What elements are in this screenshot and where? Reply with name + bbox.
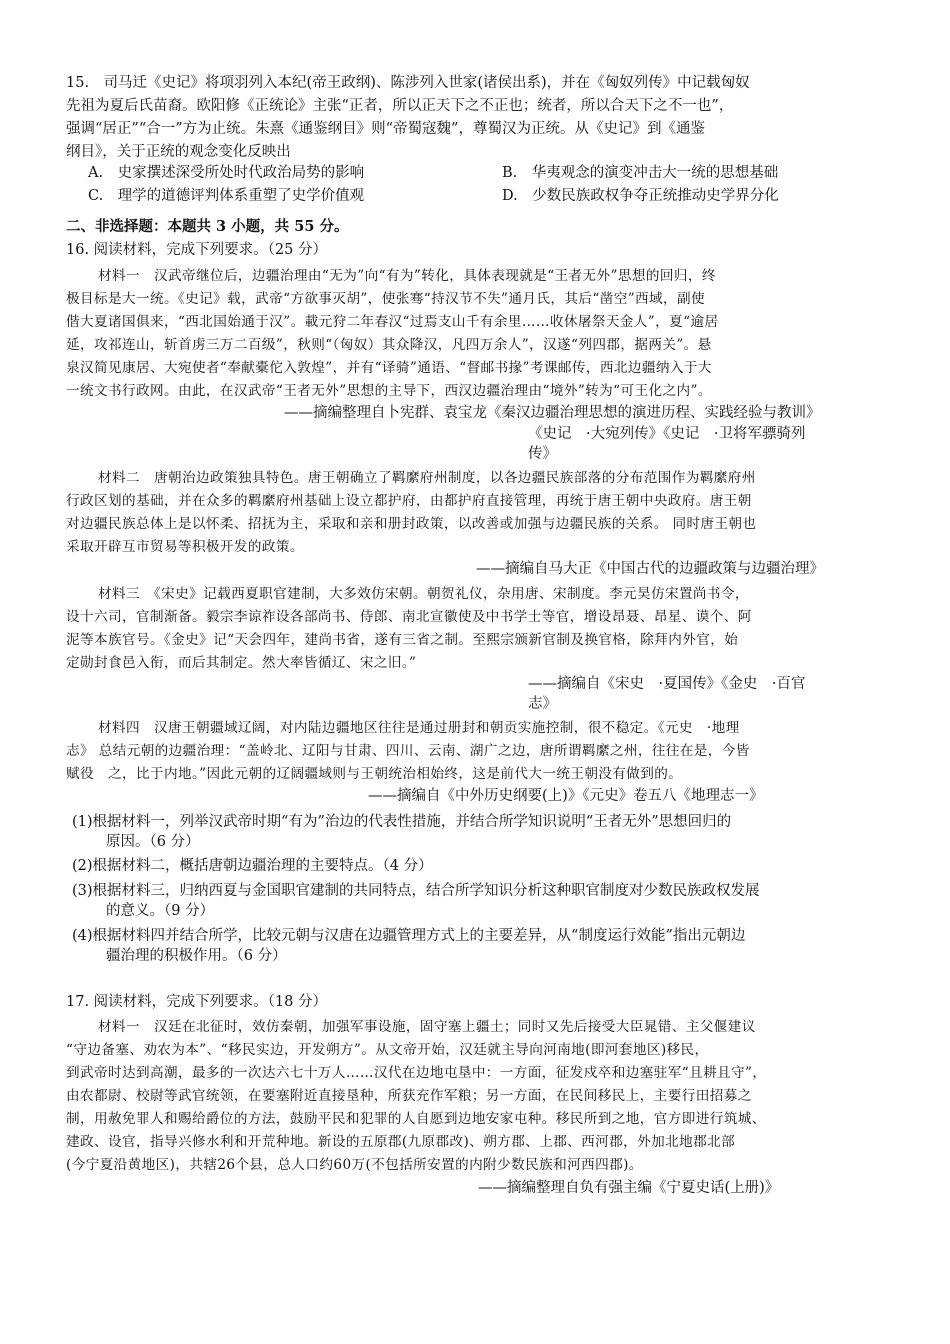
subquestion-4-cont: 疆治理的积极作用。（6 分） [106, 948, 287, 964]
q16-material-2-source: ——摘编自马大正《中国古代的边疆政策与边疆治理》 [476, 561, 824, 577]
material-line: 设十六司，官制渐备。毅宗李谅祚设各部尚书、侍郎、南北宣徽使及中书学士等官，增设昂聂、昂星、谟个、阿 [66, 609, 752, 625]
material-line: 赋役 之，比于内地。”因此元朝的辽阔疆域则与王朝统治相始终，这是前代大一统王朝没有做到的。 [66, 766, 683, 782]
material-line: 延，攻祁连山，斩首虏三万二百级”，秋则“（匈奴）其众降汉，凡四万余人”，汉遂“列四郡，据两关”。悬 [66, 337, 712, 353]
material-line: 极目标是大一统。《史记》载，武帝“方欲事灭胡”，使张骞“持汉节不失”通月氏，其后“凿空”西域，副使 [66, 291, 706, 307]
q16-material-3-source: 志》 [528, 696, 557, 712]
q16-material-1-source: ——摘编整理自卜宪群、袁宝龙《秦汉边疆治理思想的演进历程、实践经验与教训》 [284, 405, 821, 421]
q15-line: 纲目》，关于正统的观念变化反映出 [66, 144, 291, 160]
material-line: 泥等本族官号。《金史》记“天会四年，建尚书省，遂有三省之制。至熙宗颁新官制及换官格，除拜内外官，始 [66, 632, 739, 648]
material-line: 材料一 汉廷在北征时，效仿秦朝，加强军事设施，固守塞上疆土；同时又先后接受大臣晁错、主父偃建议 [98, 1019, 756, 1035]
material-line: “守边备塞、劝农为本”、“移民实边，开发朔方”。从文帝开始，汉廷就主导向河南地(即河套地区)移民， [66, 1042, 709, 1058]
q15-option-d: D. 少数民族政权争夺正统推动史学界分化 [502, 188, 779, 204]
material-line: 材料一 汉武帝继位后，边疆治理由“无为”向“有为”转化，具体表现就是“王者无外”思想的回归，终 [98, 268, 716, 284]
q15-option-c: C. 理学的道德评判体系重塑了史学价值观 [88, 188, 365, 204]
material-line: 由农都尉、校尉等武官统领，在要塞附近直接垦种，所获充作军粮；另一方面，在民间移民上，主要行田招募之 [66, 1088, 752, 1104]
q16-material-3-source: ——摘编自《宋史 ·夏国传》《金史 ·百官 [528, 676, 806, 692]
material-line: 定勋封食邑入衔，而后其制定。然大率皆循辽、宋之旧。” [66, 655, 417, 671]
q16-material-1-source: 《史记 ·大宛列传》《史记 ·卫将军骠骑列 [528, 426, 806, 442]
material-line: 材料二 唐朝治边政策独具特色。唐王朝确立了羁縻府州制度，以各边疆民族部落的分布范围作为羁縻府州 [98, 470, 756, 486]
material-line: 到武帝时达到高潮，最多的一次达六七十万人……汉代在边地屯垦中：一方面，征发戍卒和边塞驻军“且耕且守”， [66, 1065, 767, 1081]
q15-line: 强调“居正”“合一”方为止统。朱熹《通鉴纲目》则“帝蜀寇魏”，尊蜀汉为正统。从《史记》到《通鉴 [66, 121, 705, 137]
material-line: 采取开辟互市贸易等积极开发的政策。 [66, 539, 304, 555]
material-line: 材料四 汉唐王朝疆域辽阔，对内陆边疆地区往往是通过册封和朝贡实施控制，很不稳定。《元史 ·地理 [98, 720, 740, 736]
q15-option-a: A. 史家撰述深受所处时代政治局势的影响 [88, 165, 365, 181]
material-line: 泉汉简见康居、大宛使者“奉献橐佗入敦煌”，并有“译骑”通语、“督邮书掾”考课邮传，西北边疆纳入于大 [66, 360, 712, 376]
q16-stem: 16. 阅读材料，完成下列要求。（25 分） [66, 242, 327, 258]
q15-line: 15. 司马迁《史记》将项羽列入本纪(帝王政纲)、陈涉列入世家(诸侯出系)，并在《匈奴列传》中记载匈奴 [66, 75, 750, 91]
material-line: 制，用赦免罪人和赐给爵位的方法，鼓励平民和犯罪的人自愿到边地安家屯种。移民所到之地，官方即进行筑城、 [66, 1111, 766, 1127]
material-line: 志》 总结元朝的边疆治理：“盖岭北、辽阳与甘肃、四川、云南、湖广之边，唐所谓羁縻之州，往往在是，今皆 [66, 743, 750, 759]
q17-material-1-source: ——摘编整理自负有强主编《宁夏史话(上册)》 [478, 1180, 780, 1196]
q16-material-1-source: 传》 [528, 446, 557, 462]
subquestion-3-cont: 的意义。（9 分） [106, 903, 215, 919]
material-line: 建政、设官，指导兴修水利和开荒种地。新设的五原郡(九原郡改)、朔方郡、上郡、西河郡，外加北地郡北部 [66, 1134, 736, 1150]
q15-option-b: B. 华夷观念的演变冲击大一统的思想基础 [502, 165, 779, 181]
material-line: (今宁夏沿黄地区)，共辖26个县，总人口约60万(不包括所安置的内附少数民族和河西四郡)。 [66, 1157, 643, 1173]
material-line: 对边疆民族总体上是以怀柔、招抚为主，采取和亲和册封政策，以改善或加强与边疆民族的关系。 同时唐王朝也 [66, 516, 757, 532]
subquestion-3: (3)根据材料三，归纳西夏与金国职官建制的共同特点，结合所学知识分析这种职官制度对少数民族政权发展 [72, 883, 760, 899]
q17-stem: 17. 阅读材料，完成下列要求。（18 分） [66, 994, 327, 1010]
subquestion-1: (1)根据材料一，列举汉武帝时期“有为”治边的代表性措施，并结合所学知识说明“王者无外”思想回归的 [72, 814, 732, 830]
subquestion-1-cont: 原因。（6 分） [106, 834, 200, 850]
material-line: 一统文书行政网。由此，在汉武帝“王者无外”思想的主导下，西汉边疆治理由“境外”转为“可王化之内”。 [66, 383, 712, 399]
subquestion-2: (2)根据材料二，概括唐朝边疆治理的主要特点。（4 分） [72, 858, 433, 874]
material-line: 偕大夏诸国俱来，“西北国始通于汉”。載元狩二年春汉“过焉支山千有余里……收休屠祭天金人”，夏“逾居 [66, 314, 719, 330]
section-2-title: 二、非选择题：本题共 3 小题，共 55 分。 [66, 218, 349, 235]
material-line: 材料三 《宋史》记载西夏职官建制，大多效仿宋朝。朝贺礼仪，杂用唐、宋制度。李元昊仿宋置尚书令， [98, 586, 749, 602]
q15-line: 先祖为夏后氏苗裔。欧阳修《正统论》主张“正者，所以正天下之不正也；统者，所以合天下之不一也”， [66, 98, 734, 114]
material-line: 行政区划的基础，并在众多的羁縻府州基础上设立都护府，由都护府直接管理，再统于唐王朝中央政府。唐王朝 [66, 493, 752, 509]
subquestion-4: (4)根据材料四并结合所学，比较元朝与汉唐在边疆管理方式上的主要差异，从“制度运行效能”指出元朝边 [72, 928, 746, 944]
q16-material-4-source: ——摘编自《中外历史纲要(上)》《元史》卷五八《地理志一》 [368, 788, 764, 804]
